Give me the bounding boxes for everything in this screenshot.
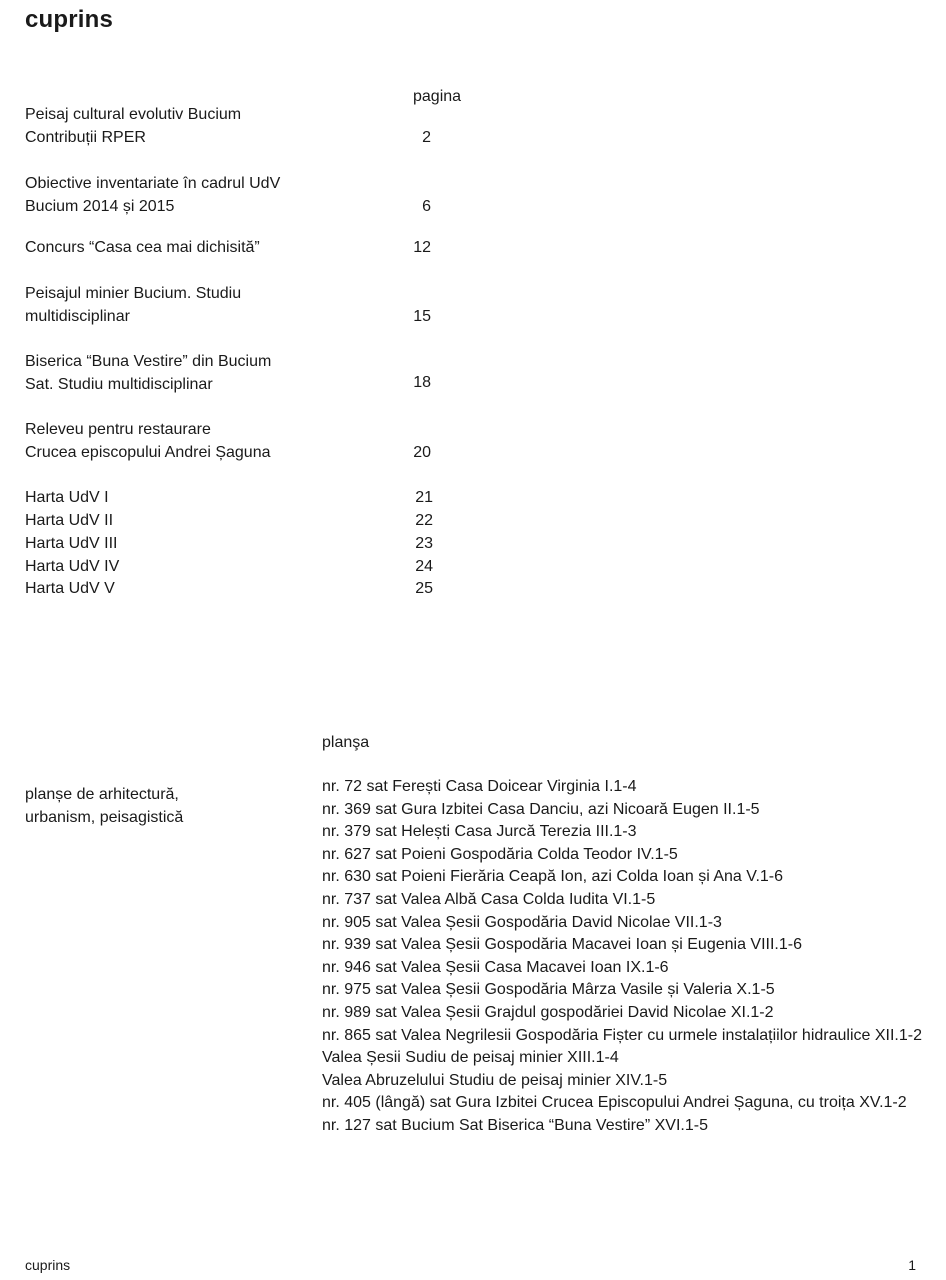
plate-column-heading: planşa — [322, 734, 370, 751]
toc-entry-title: Releveu pentru restaurare — [25, 421, 211, 438]
toc-entry-title: Bucium 2014 și 2015 — [25, 198, 175, 215]
toc-entry-title: Sat. Studiu multidisciplinar — [25, 376, 213, 393]
plate-item: nr. 737 sat Valea Albă Casa Colda Iudita VI.1-5 — [322, 890, 656, 908]
plate-item: Valea Abruzelului Studiu de peisaj minier XIV.1-5 — [322, 1071, 668, 1089]
toc-entry-title: multidisciplinar — [25, 308, 130, 325]
toc-entry-title: Harta UdV III — [25, 535, 118, 552]
plate-item: nr. 905 sat Valea Șesii Gospodăria David Nicolae VII.1-3 — [322, 913, 722, 931]
toc-entry-page: 2 — [422, 129, 431, 146]
toc-entry-title: Harta UdV II — [25, 512, 114, 529]
plate-item: nr. 379 sat Helești Casa Jurcă Terezia III.1-3 — [322, 823, 637, 841]
plate-item: nr. 946 sat Valea Șesii Casa Macavei Ioan IX.1-6 — [322, 958, 669, 976]
toc-entry-title: Obiective inventariate în cadrul UdV — [25, 175, 281, 192]
plate-list — [322, 777, 922, 1139]
plate-item: nr. 975 sat Valea Șesii Gospodăria Mârza Vasile și Valeria X.1-5 — [322, 981, 775, 999]
plate-item: nr. 627 sat Poieni Gospodăria Colda Teodor IV.1-5 — [322, 845, 678, 863]
toc-entry-title: Concurs “Casa cea mai dichisită” — [25, 239, 260, 256]
toc-entry-page: 25 — [415, 580, 433, 597]
toc-entry-page: 12 — [413, 239, 431, 256]
toc-entry-title: Peisaj cultural evolutiv Bucium — [25, 106, 242, 123]
toc-entry-title: Harta UdV IV — [25, 558, 120, 575]
plate-item: nr. 630 sat Poieni Fierăria Ceapă Ion, azi Colda Ioan și Ana V.1-6 — [322, 868, 784, 886]
toc-entry-title: Biserica “Buna Vestire” din Bucium — [25, 353, 272, 370]
plate-item: nr. 72 sat Ferești Casa Doicear Virginia I.1-4 — [322, 778, 637, 795]
toc-entry-title: Contribuții RPER — [25, 129, 146, 146]
toc-entry-page: 22 — [415, 512, 433, 529]
plate-item: nr. 989 sat Valea Șesii Grajdul gospodăriei David Nicolae XI.1-2 — [322, 1003, 774, 1021]
toc-entry-page: 20 — [413, 444, 431, 461]
toc-entry-title: Harta UdV V — [25, 580, 115, 597]
plates-section-label — [25, 783, 183, 829]
toc-entry-page: 23 — [415, 535, 433, 552]
plate-item: nr. 939 sat Valea Șesii Gospodăria Macavei Ioan și Eugenia VIII.1-6 — [322, 936, 802, 954]
toc-entry-page: 6 — [422, 198, 431, 215]
page-column-heading: pagina — [413, 88, 462, 105]
toc-entry-page: 24 — [415, 558, 433, 575]
footer-section-name: cuprins — [25, 1257, 71, 1273]
toc-entry-title: Harta UdV I — [25, 489, 109, 506]
plate-item: nr. 865 sat Valea Negrilesii Gospodăria Fișter cu urmele instalațiilor hidraulice XII.1-2 — [322, 1026, 922, 1044]
plates-section-label-line: planșe de arhitectură, — [25, 786, 179, 803]
plates-section-label-line: urbanism, peisagistică — [25, 809, 184, 826]
plate-item: nr. 405 (lângă) sat Gura Izbitei Crucea Episcopului Andrei Șaguna, cu troița XV.1-2 — [322, 1094, 907, 1112]
footer-page-number: 1 — [908, 1257, 916, 1273]
plate-item: nr. 369 sat Gura Izbitei Casa Danciu, azi Nicoară Eugen II.1-5 — [322, 800, 760, 818]
toc-entry-title: Peisajul minier Bucium. Studiu — [25, 285, 242, 302]
toc-entry-title: Crucea episcopului Andrei Șaguna — [25, 444, 271, 461]
toc-entry-page: 18 — [413, 374, 431, 391]
page-title: cuprins — [25, 6, 114, 33]
plate-item: nr. 127 sat Bucium Sat Biserica “Buna Vestire” XVI.1-5 — [322, 1116, 708, 1134]
toc-entry-page: 21 — [415, 489, 433, 506]
plate-item: Valea Șesii Sudiu de peisaj minier XIII.1-4 — [322, 1049, 619, 1067]
toc-entry-page: 15 — [413, 308, 431, 325]
